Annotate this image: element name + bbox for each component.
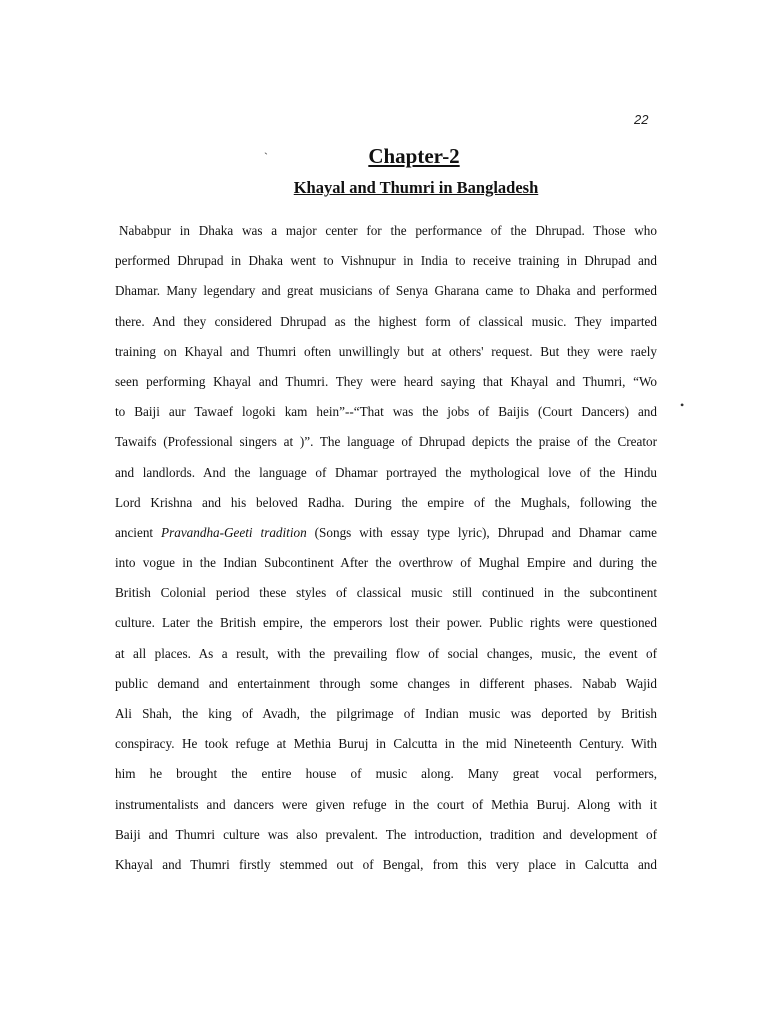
body-line: there. And they considered Dhrupad as the highest form of classical music. They imparted bbox=[115, 313, 657, 329]
body-line: Nababpur in Dhaka was a major center for the performance of the Dhrupad. Those who bbox=[119, 223, 657, 238]
body-line: Lord Krishna and his beloved Radha. During the empire of the Mughals, following the bbox=[115, 494, 657, 510]
body-line: Tawaifs (Professional singers at )”. The language of Dhrupad depicts the praise of the Creator bbox=[115, 434, 657, 450]
scan-speck-mark: • bbox=[680, 398, 685, 412]
scan-speck-mark: ˋ bbox=[264, 150, 268, 164]
body-line: him he brought the entire house of music along. Many great vocal performers, bbox=[115, 766, 657, 782]
body-line: Dhamar. Many legendary and great musicians of Senya Gharana came to Dhaka and performed bbox=[115, 283, 657, 299]
body-line: public demand and entertainment through some changes in different phases. Nabab Wajid bbox=[115, 675, 657, 691]
body-line: at all places. As a result, with the prevailing flow of social changes, music, the event of bbox=[115, 645, 657, 661]
body-line: performed Dhrupad in Dhaka went to Vishnupur in India to receive training in Dhrupad and bbox=[115, 253, 657, 269]
italic-term: Pravandha-Geeti tradition bbox=[161, 524, 307, 540]
body-line: Baiji and Thumri culture was also prevalent. The introduction, tradition and development of bbox=[115, 826, 657, 842]
body-line: Khayal and Thumri firstly stemmed out of Bengal, from this very place in Calcutta and bbox=[115, 856, 657, 872]
body-line: to Baiji aur Tawaef logoki kam hein”--“That was the jobs of Baijis (Court Dancers) and bbox=[115, 404, 657, 420]
body-line: British Colonial period these styles of classical music still continued in the subcontinent bbox=[115, 585, 657, 601]
body-line: instrumentalists and dancers were given refuge in the court of Methia Buruj. Along with it bbox=[115, 796, 657, 812]
body-line: conspiracy. He took refuge at Methia Buruj in Calcutta in the mid Nineteenth Century. With bbox=[115, 736, 657, 752]
body-line: Ali Shah, the king of Avadh, the pilgrimage of Indian music was deported by British bbox=[115, 706, 657, 721]
page-number: 22 bbox=[634, 112, 649, 127]
body-text bbox=[115, 216, 657, 880]
section-title: Khayal and Thumri in Bangladesh bbox=[293, 178, 539, 197]
chapter-title: Chapter-2 bbox=[368, 144, 460, 168]
body-line: and landlords. And the language of Dhamar portrayed the mythological love of the Hindu bbox=[115, 464, 657, 480]
body-line: into vogue in the Indian Subcontinent After the overthrow of Mughal Empire and during the bbox=[115, 555, 657, 571]
body-line: culture. Later the British empire, the emperors lost their power. Public rights were questioned bbox=[115, 615, 657, 631]
body-line: training on Khayal and Thumri often unwillingly but at others' request. But they were raely bbox=[115, 343, 657, 359]
body-line: seen performing Khayal and Thumri. They were heard saying that Khayal and Thumri, “Wo bbox=[115, 373, 657, 389]
body-line-with-italic: ancient Pravandha-Geeti tradition (Songs with essay type lyric), Dhrupad and Dhamar came bbox=[115, 524, 657, 540]
